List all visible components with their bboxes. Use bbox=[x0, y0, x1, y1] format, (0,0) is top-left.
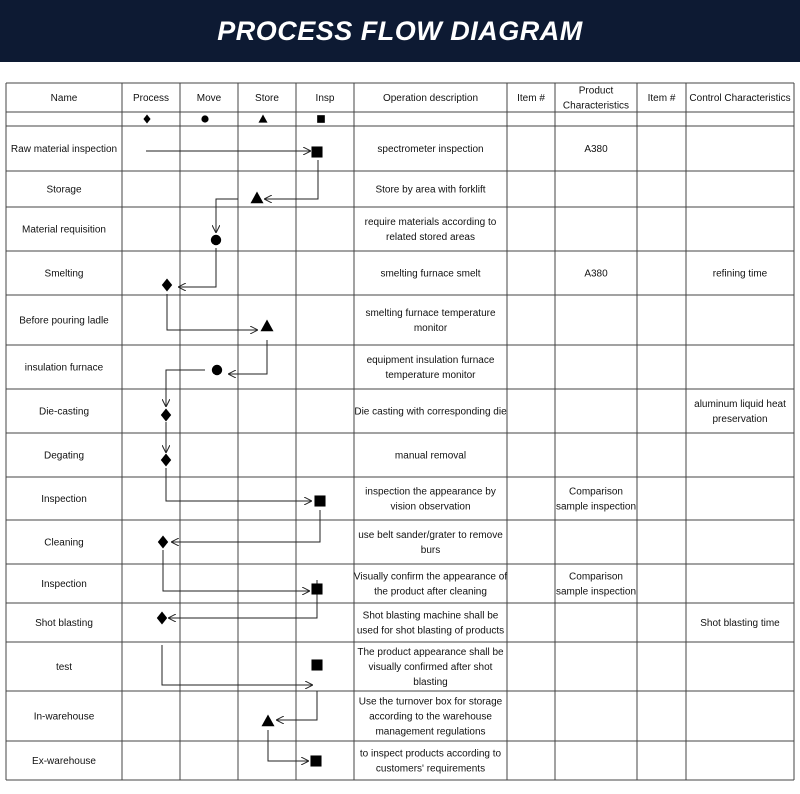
step-symbol-diamond-icon bbox=[161, 454, 171, 467]
step-operation: according to the warehouse bbox=[369, 711, 492, 723]
flow-connector-arrow bbox=[169, 580, 317, 618]
step-symbol-square-icon bbox=[311, 583, 322, 594]
step-symbol-diamond-icon bbox=[157, 612, 167, 625]
flow-connector-arrow bbox=[166, 370, 205, 406]
flow-connector-arrow bbox=[216, 199, 238, 232]
step-product-characteristics: Comparison bbox=[569, 486, 623, 498]
step-operation: manual removal bbox=[394, 450, 467, 462]
step-product-characteristics: Comparison bbox=[569, 571, 623, 583]
flow-connector-arrow bbox=[179, 248, 216, 287]
legend-triangle-icon bbox=[259, 115, 268, 123]
step-operation: to inspect products according to bbox=[359, 748, 502, 760]
step-operation: Shot blasting machine shall be bbox=[362, 610, 499, 622]
step-operation: related stored areas bbox=[386, 232, 475, 243]
step-symbol-triangle-icon bbox=[262, 715, 275, 727]
column-header-control: Control Characteristics bbox=[689, 93, 791, 104]
diagram-title: PROCESS FLOW DIAGRAM bbox=[217, 15, 583, 46]
step-operation: equipment insulation furnace bbox=[366, 355, 495, 366]
flow-connector-arrow bbox=[162, 645, 312, 685]
step-name: Inspection bbox=[41, 579, 87, 590]
flow-connector-arrow bbox=[268, 730, 308, 761]
flow-connector-arrow bbox=[163, 550, 309, 591]
step-symbol-diamond-icon bbox=[162, 279, 172, 292]
step-operation: use belt sander/grater to remove bbox=[358, 530, 503, 541]
step-name: Die-casting bbox=[38, 406, 90, 418]
step-symbol-triangle-icon bbox=[251, 192, 264, 204]
step-name: Ex-warehouse bbox=[32, 756, 96, 767]
step-symbol-diamond-icon bbox=[161, 409, 171, 422]
step-operation: customers' requirements bbox=[375, 763, 486, 775]
step-operation: burs bbox=[420, 545, 441, 556]
step-operation: require materials according to bbox=[364, 217, 497, 228]
step-operation: Visually confirm the appearance of bbox=[353, 571, 508, 583]
step-operation: smelting furnace temperature bbox=[365, 308, 496, 319]
step-operation: The product appearance shall be bbox=[357, 647, 504, 658]
step-name: In-warehouse bbox=[33, 711, 95, 723]
step-symbol-square-icon bbox=[311, 659, 322, 670]
step-operation: visually confirmed after shot bbox=[368, 662, 493, 673]
legend-diamond-icon bbox=[143, 115, 150, 124]
step-operation: blasting bbox=[413, 677, 448, 688]
step-symbol-diamond-icon bbox=[158, 536, 168, 549]
step-name: Storage bbox=[46, 184, 82, 196]
step-symbol-square-icon bbox=[314, 495, 325, 506]
column-header-operation: Operation description bbox=[382, 93, 479, 104]
step-symbol-square-icon bbox=[310, 755, 321, 766]
column-header-name: Name bbox=[50, 93, 78, 104]
step-operation: Die casting with corresponding die bbox=[354, 406, 507, 418]
column-header-move: Move bbox=[196, 93, 222, 104]
step-name: test bbox=[55, 662, 73, 673]
step-name: Smelting bbox=[44, 268, 84, 280]
step-operation: vision observation bbox=[390, 501, 471, 513]
step-name: Raw material inspection bbox=[10, 144, 118, 155]
step-name: Before pouring ladle bbox=[19, 315, 109, 327]
column-header-item2: Item # bbox=[647, 93, 676, 104]
step-name: Cleaning bbox=[44, 537, 84, 549]
step-name: insulation furnace bbox=[24, 362, 104, 374]
step-name: Material requisition bbox=[22, 224, 106, 236]
step-product-characteristics: A380 bbox=[584, 268, 608, 280]
step-product-characteristics: sample inspection bbox=[555, 501, 637, 513]
flow-connector-arrow bbox=[265, 160, 318, 199]
step-operation: Use the turnover box for storage bbox=[358, 696, 503, 708]
column-header-store: Store bbox=[255, 93, 279, 104]
step-control-characteristics: preservation bbox=[712, 414, 768, 425]
step-symbol-square-icon bbox=[311, 146, 322, 157]
step-name: Degating bbox=[43, 450, 85, 462]
step-operation: Store by area with forklift bbox=[375, 184, 486, 196]
step-control-characteristics: aluminum liquid heat bbox=[694, 399, 786, 410]
step-operation: used for shot blasting of products bbox=[356, 625, 505, 637]
step-operation: inspection the appearance by bbox=[365, 486, 496, 498]
step-control-characteristics: refining time bbox=[712, 268, 768, 280]
step-operation: spectrometer inspection bbox=[377, 144, 484, 155]
legend-square-icon bbox=[317, 115, 325, 123]
flow-connector-arrow bbox=[277, 691, 317, 720]
column-header-item1: Item # bbox=[517, 93, 545, 104]
column-header-insp: Insp bbox=[315, 93, 335, 104]
step-operation: temperature monitor bbox=[385, 370, 476, 381]
step-operation: management regulations bbox=[375, 726, 486, 738]
step-operation: monitor bbox=[413, 323, 448, 334]
legend-circle-icon bbox=[201, 115, 208, 122]
step-symbol-circle-icon bbox=[212, 365, 222, 375]
column-header-product: Product bbox=[578, 85, 614, 97]
step-product-characteristics: A380 bbox=[584, 144, 608, 155]
step-name: Inspection bbox=[41, 494, 87, 505]
step-product-characteristics: sample inspection bbox=[555, 586, 637, 598]
column-header-process: Process bbox=[132, 93, 170, 104]
step-symbol-circle-icon bbox=[211, 235, 221, 245]
flow-connector-arrow bbox=[172, 510, 320, 542]
step-operation: smelting furnace smelt bbox=[380, 268, 481, 280]
step-symbol-triangle-icon bbox=[261, 320, 274, 332]
step-operation: the product after cleaning bbox=[374, 586, 487, 598]
step-name: Shot blasting bbox=[35, 618, 93, 629]
column-header-product: Characteristics bbox=[562, 100, 630, 112]
step-control-characteristics: Shot blasting time bbox=[700, 618, 780, 629]
